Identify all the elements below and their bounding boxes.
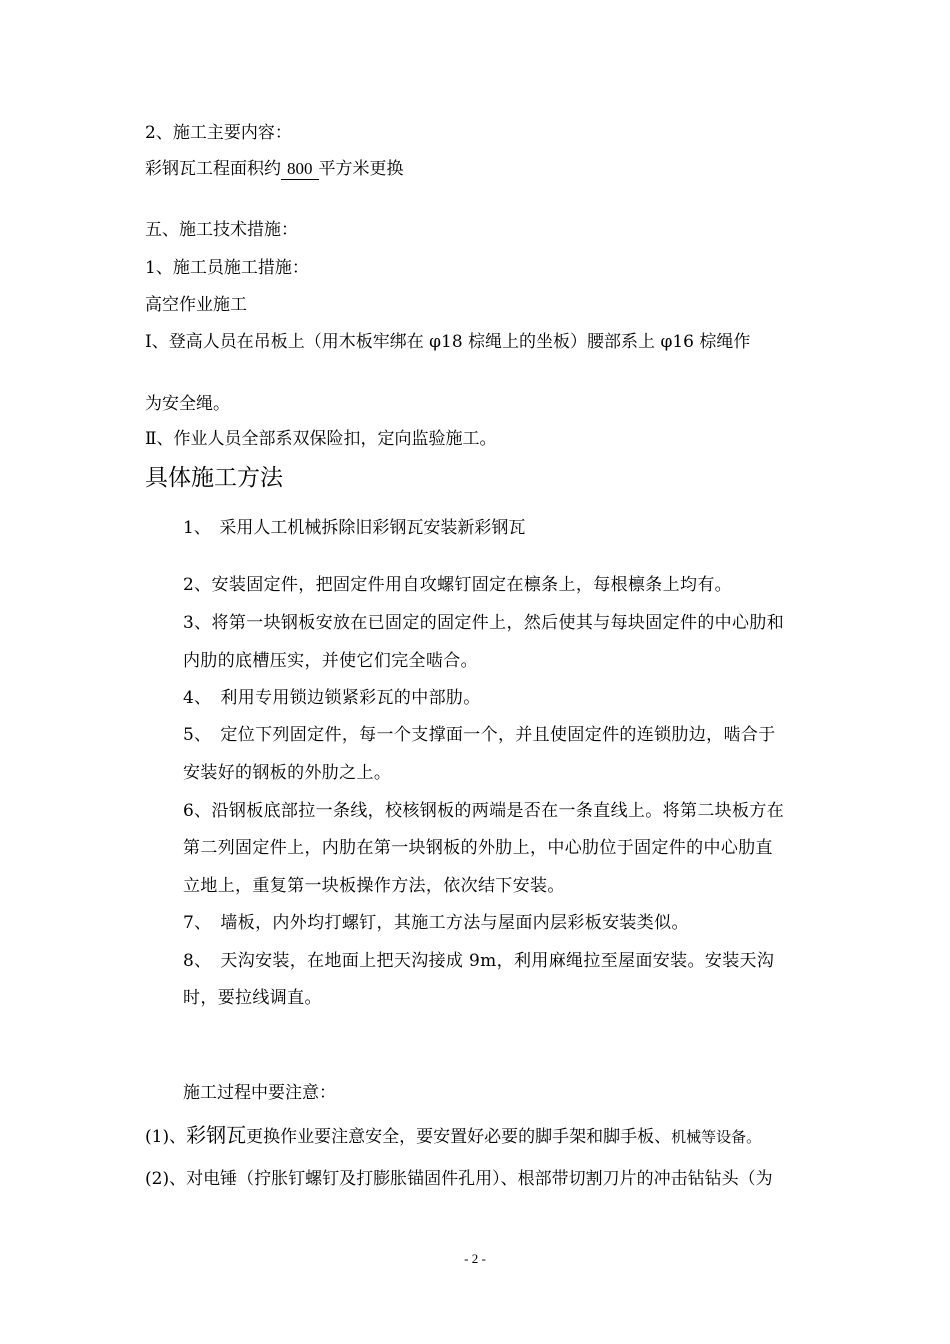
rule-2: Ⅱ、作业人员全部系双保险扣，定向监验施工。	[145, 429, 497, 449]
step-6-line-2: 第二列固定件上，内肋在第一块钢板的外肋上，中心肋位于固定件的中心肋直	[183, 838, 773, 858]
note-1-prefix: (1)、	[145, 1127, 187, 1147]
note-2: (2)、对电锤（拧胀钉螺钉及打膨胀锚固件孔用）、根部带切割刀片的冲击钻钻头（为	[145, 1169, 773, 1189]
note-1-middle: 更换作业要注意安全，要安置好必要的脚手架和脚手板、	[246, 1127, 672, 1147]
area-suffix: 平方米更换	[318, 159, 404, 179]
section-5-title: 五、施工技术措施：	[145, 220, 298, 240]
note-1-keyword: 彩钢瓦	[186, 1123, 247, 1147]
note-1	[145, 1123, 761, 1149]
measures-1-title: 1、施工员施工措施：	[145, 258, 309, 278]
step-3-line-1: 3、将第一块钢板安放在已固定的固定件上，然后使其与每块固定件的中心肋和	[183, 613, 785, 633]
step-2: 2、安装固定件，把固定件用自攻螺钉固定在檩条上，每根檩条上均有。	[183, 575, 733, 595]
method-title: 具体施工方法	[145, 465, 283, 491]
step-6-line-1: 6、沿钢板底部拉一条线，校核钢板的两端是否在一条直线上。将第二块板方在	[183, 801, 785, 821]
step-5-line-2: 安装好的钢板的外肋之上。	[183, 763, 392, 783]
step-5-line-1: 5、 定位下列固定件，每一个支撑面一个，并且使固定件的连锁肋边，啮合于	[183, 725, 776, 745]
section-2-title: 2、施工主要内容：	[145, 123, 292, 143]
note-1-suffix: 机械等设备。	[671, 1128, 762, 1146]
area-line	[145, 157, 404, 181]
step-7: 7、 墙板，内外均打螺钉，其施工方法与屋面内层彩板安装类似。	[183, 913, 689, 933]
area-prefix: 彩钢瓦工程面积约	[145, 159, 281, 179]
step-3-line-2: 内肋的底槽压实，并使它们完全啮合。	[183, 651, 478, 671]
page-number: - 2 -	[464, 1251, 486, 1266]
step-8-line-2: 时，要拉线调直。	[183, 988, 322, 1008]
high-work-heading: 高空作业施工	[145, 295, 247, 315]
rule-1-line-2: 为安全绳。	[145, 394, 230, 414]
step-6-line-3: 立地上，重复第一块板操作方法，依次结下安装。	[183, 876, 565, 896]
step-1: 1、 采用人工机械拆除旧彩钢瓦安装新彩钢瓦	[183, 518, 526, 538]
step-4: 4、 利用专用锁边锁紧彩瓦的中部肋。	[183, 688, 481, 708]
rule-1-line-1: Ⅰ、登高人员在吊板上（用木板牢绑在 φ18 棕绳上的坐板）腰部系上 φ16 棕绳作	[145, 332, 751, 352]
step-8-line-1: 8、 天沟安装，在地面上把天沟接成 9m，利用麻绳拉至屋面安装。安装天沟	[183, 951, 775, 971]
notes-title: 施工过程中要注意：	[183, 1083, 336, 1103]
area-value: 800	[281, 159, 319, 180]
